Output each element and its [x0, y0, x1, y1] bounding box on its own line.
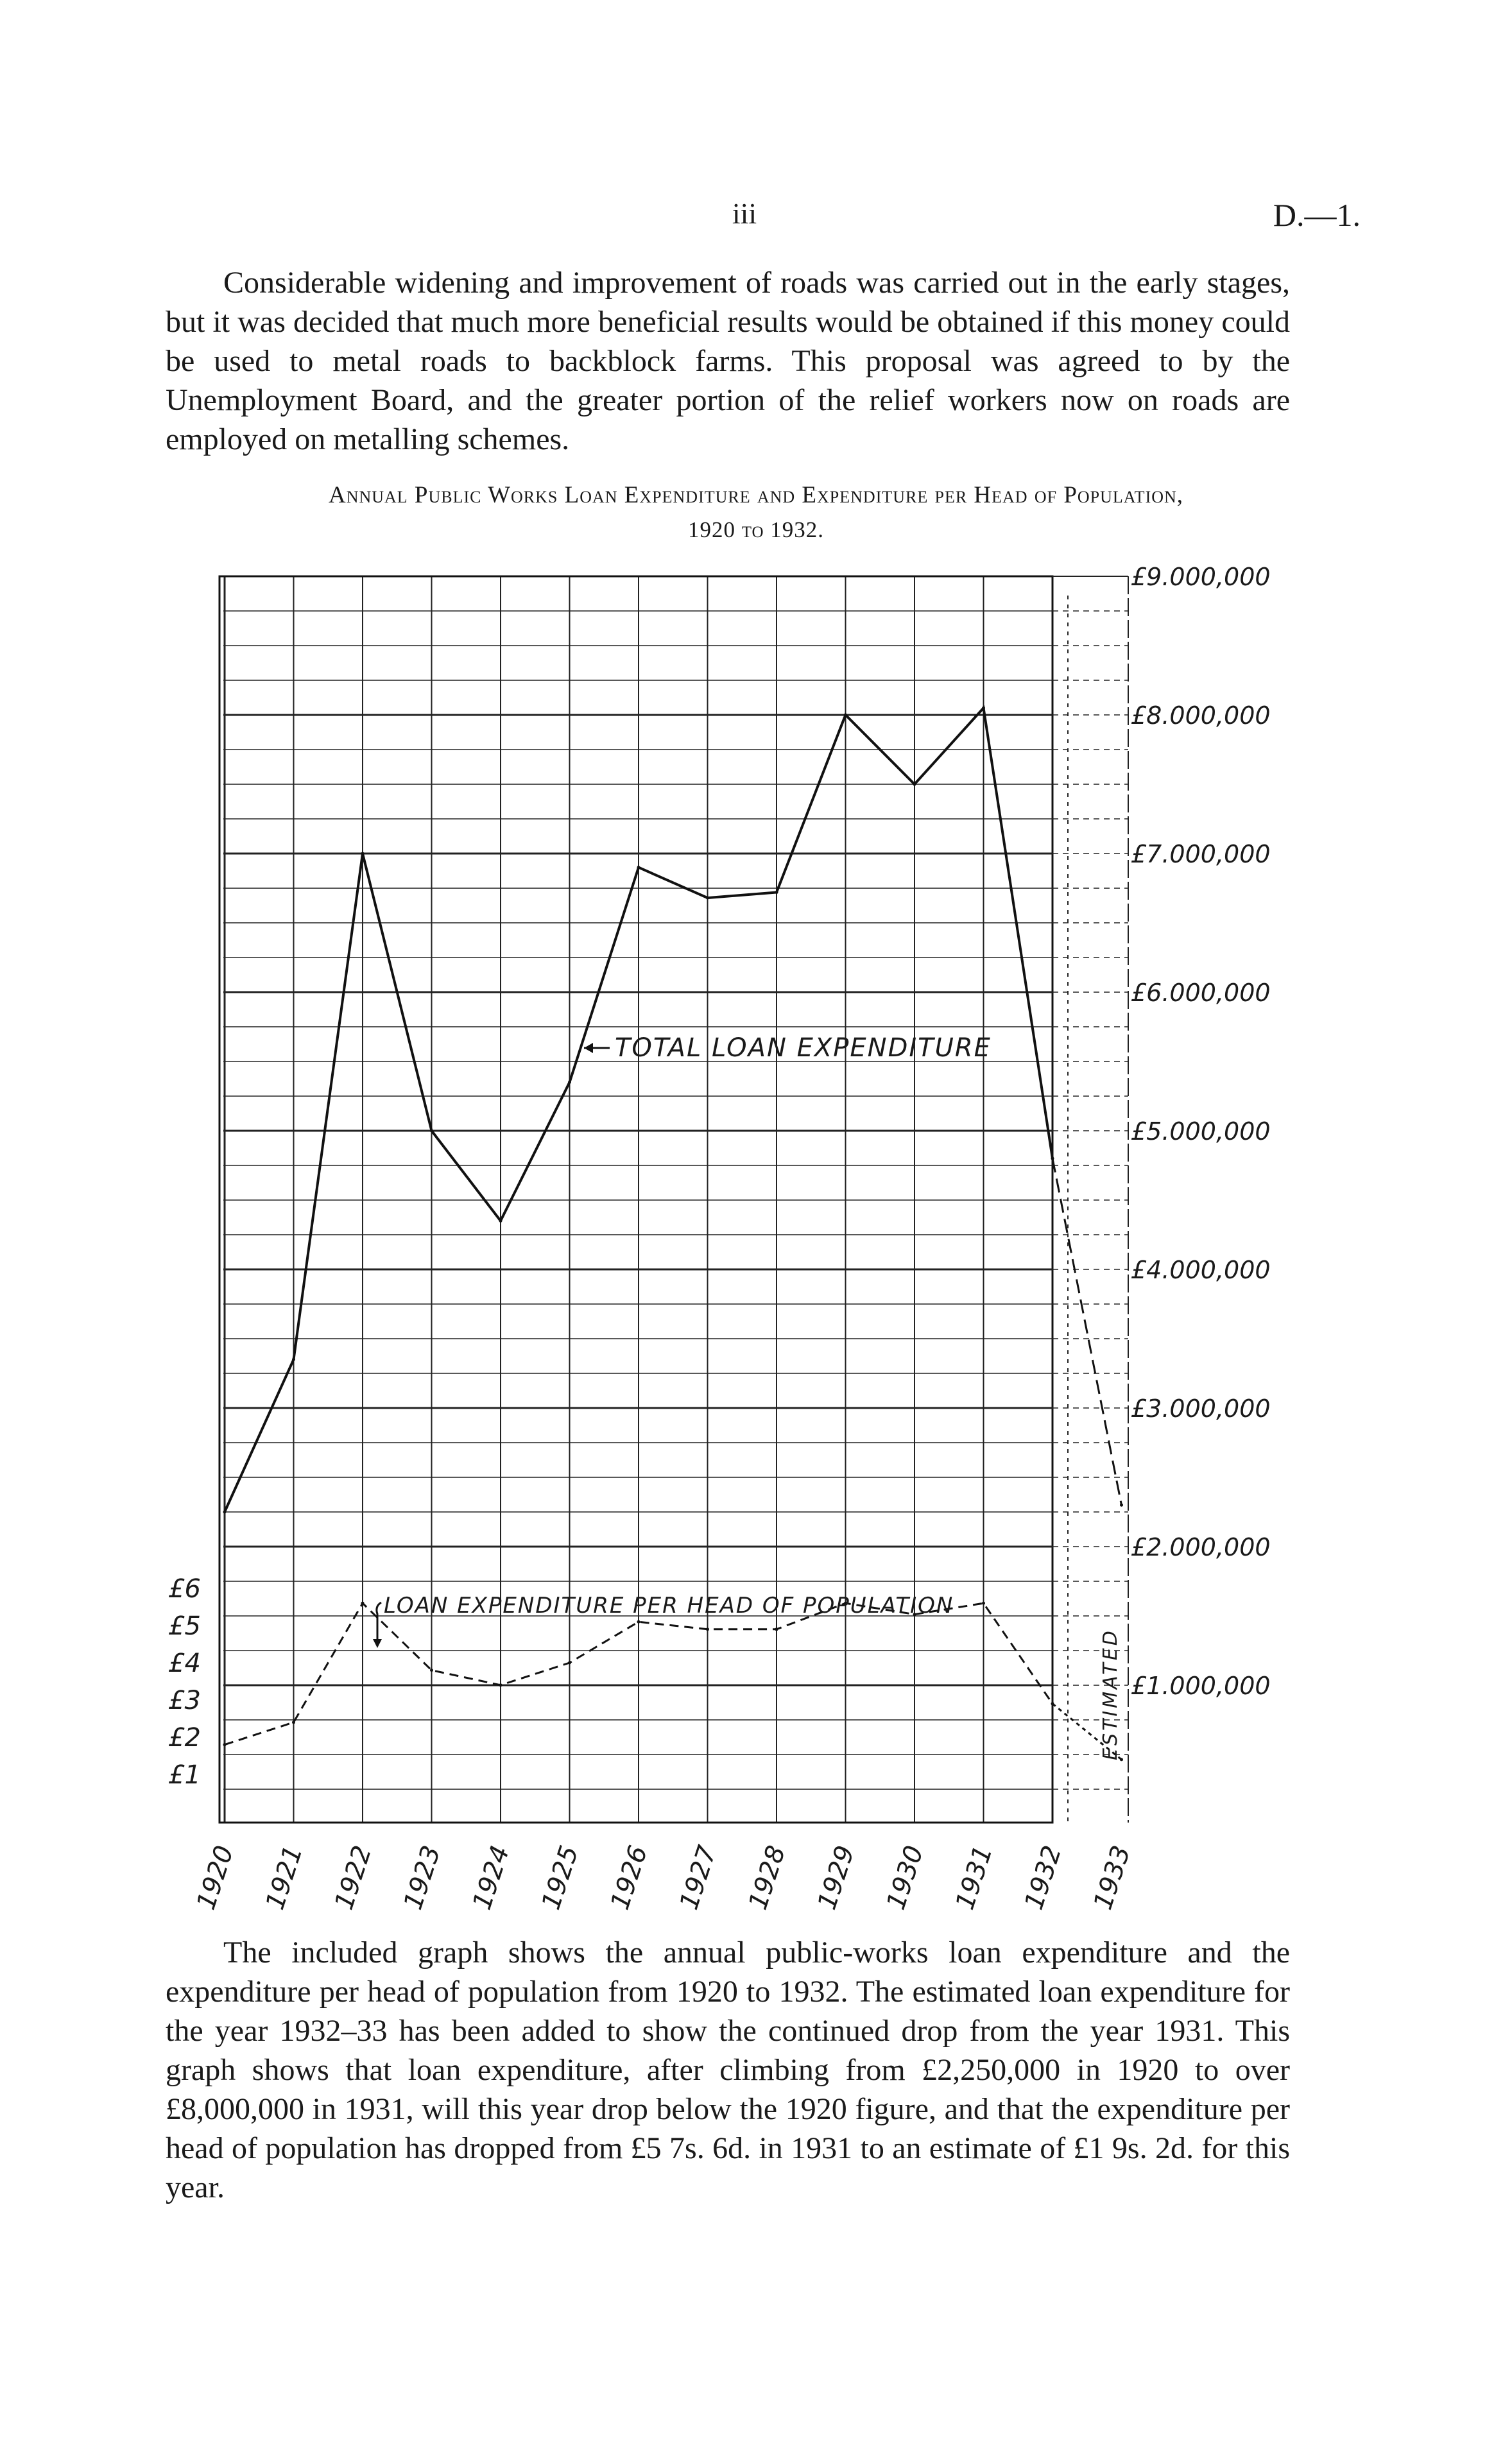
left-axis-tick-label: £4 — [168, 1649, 201, 1678]
page-number: iii — [732, 197, 757, 230]
total-loan-line-point — [292, 1358, 295, 1361]
per-head-line-point — [775, 1627, 778, 1631]
per-head-line-point — [292, 1721, 295, 1724]
left-axis-tick-label: £2 — [168, 1723, 201, 1753]
chart-frame — [219, 576, 1052, 1823]
per-head-line-point — [430, 1669, 433, 1672]
per-head-line-point — [568, 1661, 571, 1665]
right-axis-tick-label: £4.000,000 — [1131, 1256, 1271, 1284]
total-loan-line-point — [499, 1219, 503, 1223]
total-loan-annotation: TOTAL LOAN EXPENDITURE — [615, 1033, 992, 1063]
total-loan-line-point — [1120, 1504, 1123, 1507]
per-head-line-point — [361, 1602, 365, 1605]
x-axis-tick-label: 1932 — [1019, 1842, 1068, 1914]
left-axis-tick-label: £6 — [168, 1574, 201, 1604]
total-loan-line-point — [913, 783, 916, 786]
x-axis-tick-label: 1922 — [329, 1842, 378, 1914]
per-head-annotation: LOAN EXPENDITURE PER HEAD OF POPULATION — [384, 1593, 954, 1618]
x-axis-tick-label: 1921 — [260, 1842, 309, 1914]
total-loan-line-point — [430, 1129, 433, 1133]
x-axis-tick-label: 1928 — [743, 1842, 792, 1914]
total-loan-line-point — [568, 1081, 571, 1084]
total-loan-line-point — [637, 866, 640, 869]
x-axis-tick-label: 1924 — [467, 1842, 516, 1914]
per-head-annotation-arrow — [377, 1602, 381, 1641]
chart-labels — [168, 563, 1271, 1913]
x-axis-tick-label: 1929 — [812, 1842, 861, 1914]
per-head-annotation-arrowhead — [373, 1639, 382, 1648]
total-loan-annotation-arrowhead — [584, 1043, 593, 1053]
intro-paragraph: Considerable widening and improvement of roads was carried out in the early stages, but it was decided that much more beneficial results would be obtained if this money could be used to metal roads to backblock farms. This proposal was agreed to by the Unemployment Board, and the greater portion of the relief workers now on roads are employed on metalling schemes. — [166, 266, 1290, 456]
x-axis-tick-label: 1931 — [950, 1842, 999, 1914]
right-axis-tick-label: £6.000,000 — [1131, 979, 1271, 1007]
right-axis-tick-label: £2.000,000 — [1131, 1533, 1271, 1561]
right-axis-tick-label: £8.000,000 — [1131, 701, 1271, 730]
per-head-line-point — [1051, 1702, 1054, 1705]
x-axis-tick-label: 1933 — [1088, 1842, 1137, 1914]
total-loan-line-estimated — [1052, 1158, 1122, 1505]
left-axis-tick-label: £3 — [168, 1686, 201, 1715]
x-axis-tick-label: 1927 — [674, 1842, 723, 1914]
total-loan-line-point — [706, 897, 709, 900]
total-loan-line-point — [844, 714, 847, 717]
per-head-line-point — [982, 1602, 985, 1605]
x-axis-tick-label: 1930 — [881, 1842, 930, 1914]
total-loan-line-point — [775, 891, 778, 894]
left-axis-tick-label: £5 — [168, 1611, 201, 1641]
right-axis-tick-label: £9.000,000 — [1131, 563, 1271, 591]
right-axis-tick-label: £5.000,000 — [1131, 1117, 1271, 1146]
x-axis-tick-label: 1923 — [398, 1842, 447, 1914]
conclusion-paragraph: The included graph shows the annual public-works loan expenditure and the expenditure per head of population from 1920 to 1932. The estimated loan expenditure for the year 1932–33 has been added to show the continued drop from the year 1931. This graph shows that loan expenditure, after climbing from £2,250,000 in 1920 to over £8,000,000 in 1931, will this year drop below the 1920 figure, and that the expenditure per head of population has dropped from £5 7s. 6d. in 1931 to an estimate of £1 9s. 2d. for this year. — [166, 1936, 1290, 2204]
estimated-annotation: ESTIMATED — [1099, 1628, 1122, 1760]
right-axis-tick-label: £1.000,000 — [1131, 1672, 1271, 1700]
right-axis-tick-label: £7.000,000 — [1131, 840, 1271, 868]
right-axis-tick-label: £3.000,000 — [1131, 1395, 1271, 1423]
figure-caption-line-2: 1920 to 1932. — [687, 517, 825, 542]
total-loan-line-point — [361, 852, 365, 855]
per-head-line-point — [706, 1627, 709, 1631]
per-head-line-point — [499, 1683, 503, 1687]
x-axis-tick-label: 1920 — [191, 1842, 240, 1914]
total-loan-line-point — [982, 707, 985, 710]
total-loan-line-point — [1051, 1157, 1054, 1160]
figure-caption-line-1: Annual Public Works Loan Expenditure and Expenditure per Head of Population, — [328, 482, 1184, 508]
left-axis-tick-label: £1 — [168, 1760, 201, 1790]
total-loan-line-point — [223, 1511, 227, 1514]
per-head-line-point — [637, 1620, 640, 1624]
per-head-line-point — [223, 1743, 227, 1746]
x-axis-tick-label: 1925 — [536, 1842, 585, 1914]
document-reference: D.—1. — [1273, 197, 1361, 233]
x-axis-tick-label: 1926 — [605, 1842, 654, 1914]
